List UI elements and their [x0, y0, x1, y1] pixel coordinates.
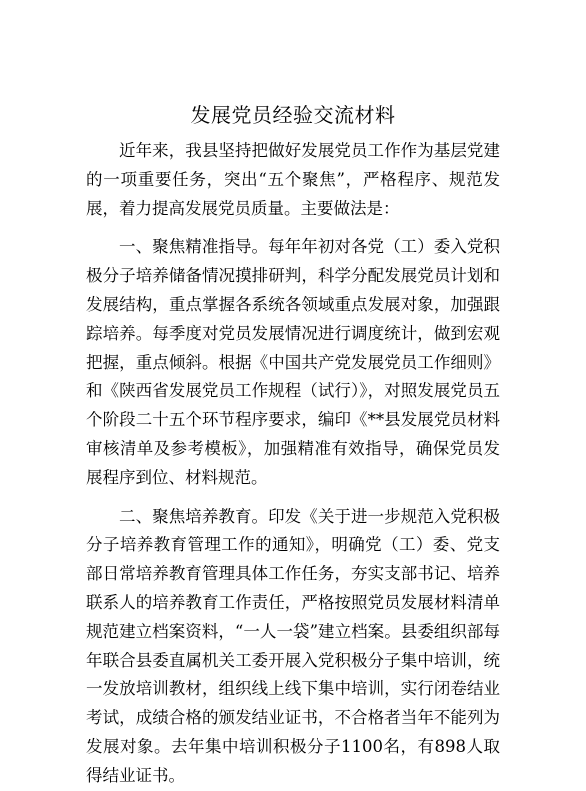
document-title: 发展党员经验交流材料: [190, 103, 396, 127]
paragraph-intro: 近年来，我县坚持把做好发展党员工作作为基层党建的一项重要任务，突出“五个聚焦”，严格程序、规范发展，着力提高发展党员质量。主要做法是：: [86, 141, 500, 218]
document-body: [86, 137, 500, 791]
paragraph-precise-guidance: 一、聚焦精准指导。每年年初对各党（工）委入党积极分子培养储备情况摸排研判，科学分配发展党员计划和发展结构，重点掌握各系统各领域重点发展对象，加强跟踪培养。每季度对党员发展情况进行调度统计，做到宏观把握，重点倾斜。根据《中国共产党发展党员工作细则》和《陕西省发展党员工作规程（试行）》，对照发展党员五个阶段二十五个环节程序要求，编印《**县发展党员材料审核清单及参考模板》，加强精准有效指导，确保党员发展程序到位、材料规范。: [86, 237, 500, 487]
paragraph-training-education: 二、聚焦培养教育。印发《关于进一步规范入党积极分子培养教育管理工作的通知》，明确党（工）委、党支部日常培养教育管理具体工作任务，夯实支部书记、培养联系人的培养教育工作责任，严格按照党员发展材料清单规范建立档案资料，“一人一袋”建立档案。县委组织部每年联合县委直属机关工委开展入党积极分子集中培训，统一发放培训教材，组织线上线下集中培训，实行闭卷结业考试，成绩合格的颁发结业证书，不合格者当年不能列为发展对象。去年集中培训积极分子1100名，有898人取得结业证书。: [86, 506, 500, 785]
